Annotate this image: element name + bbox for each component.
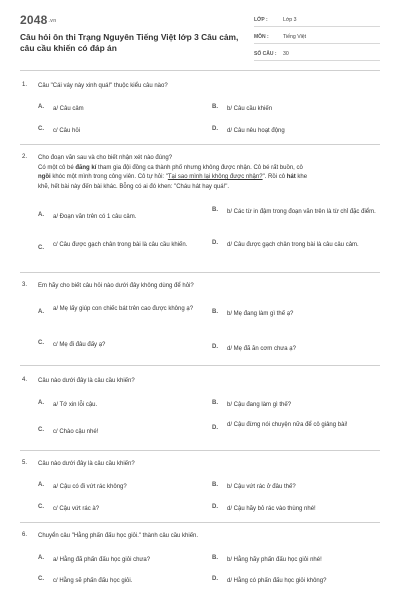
option-text: c/ Mẹ đi đâu đấy ạ? (53, 342, 106, 348)
option-letter: D. (212, 126, 218, 132)
option-text: a/ Mẹ lấy giúp con chiếc bát trên cao được không ạ? (53, 306, 194, 312)
option-letter: D. (212, 240, 218, 246)
option-letter: C. (38, 245, 44, 251)
option-letter: D. (212, 504, 218, 510)
option-text: c/ Câu được gạch chân trong bài là câu cầu khiến. (53, 242, 188, 248)
option-text: c/ Chào cậu nhé! (53, 429, 99, 435)
option-letter: A. (38, 482, 44, 488)
divider (20, 522, 380, 523)
meta-label: LỚP : (254, 17, 268, 23)
option-letter: C. (38, 427, 44, 433)
option-text: c/ Câu hỏi (53, 128, 81, 134)
meta-label: SỐ CÂU : (254, 51, 277, 57)
option-letter: A. (38, 400, 44, 406)
meta-info (254, 14, 380, 65)
option-letter: B. (212, 555, 218, 561)
option-letter: A. (38, 212, 44, 218)
question-number: 3. (22, 282, 28, 288)
question-line: khẽ, hết bài này đến bài khác. Bỗng có ai đó khen: "Cháu hát hay quá!". (38, 183, 230, 190)
bold-word: đăng kí (75, 164, 97, 171)
option-letter: B. (212, 207, 218, 213)
meta-value: 30 (283, 51, 289, 57)
logo-suffix: .vn (48, 17, 57, 24)
option-text: b/ Hằng hãy phấn đấu học giỏi nhé! (227, 557, 322, 563)
option-letter: B. (212, 104, 218, 110)
question-line: Có một cô bé đăng kí tham gia đội đồng ca thành phố nhưng không được nhận. Cô bé rất buồn, cô (38, 164, 303, 171)
divider (20, 450, 380, 451)
meta-row-class (254, 14, 380, 27)
divider (20, 144, 380, 145)
site-logo[interactable] (20, 13, 56, 27)
meta-label: MÔN : (254, 34, 269, 40)
option-text: d/ Câu được gạch chân trong bài là câu câu cảm. (227, 242, 359, 248)
option-letter: C. (38, 126, 44, 132)
option-text: a/ Đoạn văn trên có 1 câu cảm. (53, 214, 137, 220)
option-text: a/ Tớ xin lỗi cậu. (53, 402, 98, 408)
option-text: b/ Câu cầu khiến (227, 106, 273, 112)
page-title: Câu hỏi ôn thi Trạng Nguyên Tiếng Việt lớp 3 Câu cảm, câu cầu khiến có đáp án (20, 32, 239, 53)
question-number: 5. (22, 460, 28, 466)
option-letter: C. (38, 340, 44, 346)
option-text: a/ Hằng đã phấn đấu học giỏi chưa? (53, 557, 151, 563)
option-letter: C. (38, 576, 44, 582)
meta-value: Lớp 3 (283, 17, 297, 23)
option-text: a/ Cậu có đi vứt rác không? (53, 484, 127, 490)
meta-value: Tiếng Việt (283, 34, 307, 40)
question-text (38, 154, 388, 192)
option-text: d/ Cậu đừng nói chuyện nữa để cô giảng bài! (227, 422, 348, 428)
option-text: b/ Mẹ đang làm gì thế ạ? (227, 311, 294, 317)
divider (20, 272, 380, 273)
question-number: 1. (22, 82, 28, 88)
divider (20, 70, 380, 71)
option-letter: B. (212, 309, 218, 315)
option-letter: D. (212, 344, 218, 350)
option-text: b/ Các từ in đậm trong đoạn văn trên là từ chỉ đặc điểm. (227, 209, 376, 215)
option-letter: B. (212, 482, 218, 488)
option-letter: A. (38, 309, 44, 315)
option-letter: A. (38, 104, 44, 110)
logo-text: 2048 (20, 13, 48, 27)
meta-row-count (254, 48, 380, 61)
option-letter: B. (212, 400, 218, 406)
question-number: 4. (22, 377, 28, 383)
option-text: d/ Câu nêu hoạt động (227, 128, 285, 134)
question-number: 6. (22, 532, 28, 538)
document-header (0, 0, 400, 68)
question-text: Câu nào dưới đây là câu cầu khiến? (38, 378, 135, 384)
meta-row-subject (254, 31, 380, 44)
question-text: Câu "Cái váy này xinh quá!" thuộc kiểu câu nào? (38, 83, 168, 89)
question-text: Câu nào dưới đây là câu cầu khiến? (38, 461, 135, 467)
option-text: c/ Cậu vứt rác à? (53, 506, 100, 512)
underlined-sentence: Tại sao mình lại không được nhận? (167, 174, 263, 180)
option-letter: C. (38, 504, 44, 510)
option-text: a/ Câu cảm (53, 106, 84, 112)
option-letter: A. (38, 555, 44, 561)
option-text: b/ Cậu đang làm gì thế? (227, 402, 292, 408)
option-text: c/ Hằng sẽ phấn đấu học giỏi. (53, 578, 133, 584)
question-number: 2. (22, 154, 28, 160)
option-text: d/ Hằng có phấn đấu học giỏi không? (227, 578, 327, 584)
option-text: b/ Cậu vứt rác ở đâu thế? (227, 484, 296, 490)
question-line: Cho đoạn văn sau và cho biết nhận xét nào đúng? (38, 155, 173, 161)
option-text: d/ Mẹ đã ăn cơm chưa ạ? (227, 346, 296, 352)
option-letter: D. (212, 576, 218, 582)
question-text: Chuyển câu "Hằng phấn đấu học giỏi." thành câu cầu khiến. (38, 533, 199, 539)
question-text: Em hãy cho biết câu hỏi nào dưới đây không dùng để hỏi? (38, 283, 194, 289)
divider (20, 365, 380, 366)
question-line: ngồi khóc một mình trong công viên. Cô tự hỏi: "Tại sao mình lại không được nhận?". Rồi cô hát khe (38, 174, 308, 180)
bold-word: ngồi (38, 174, 51, 180)
option-letter: D. (212, 425, 218, 431)
option-text: d/ Cậu hãy bỏ rác vào thùng nhé! (227, 506, 316, 512)
bold-word: hát (286, 174, 296, 180)
